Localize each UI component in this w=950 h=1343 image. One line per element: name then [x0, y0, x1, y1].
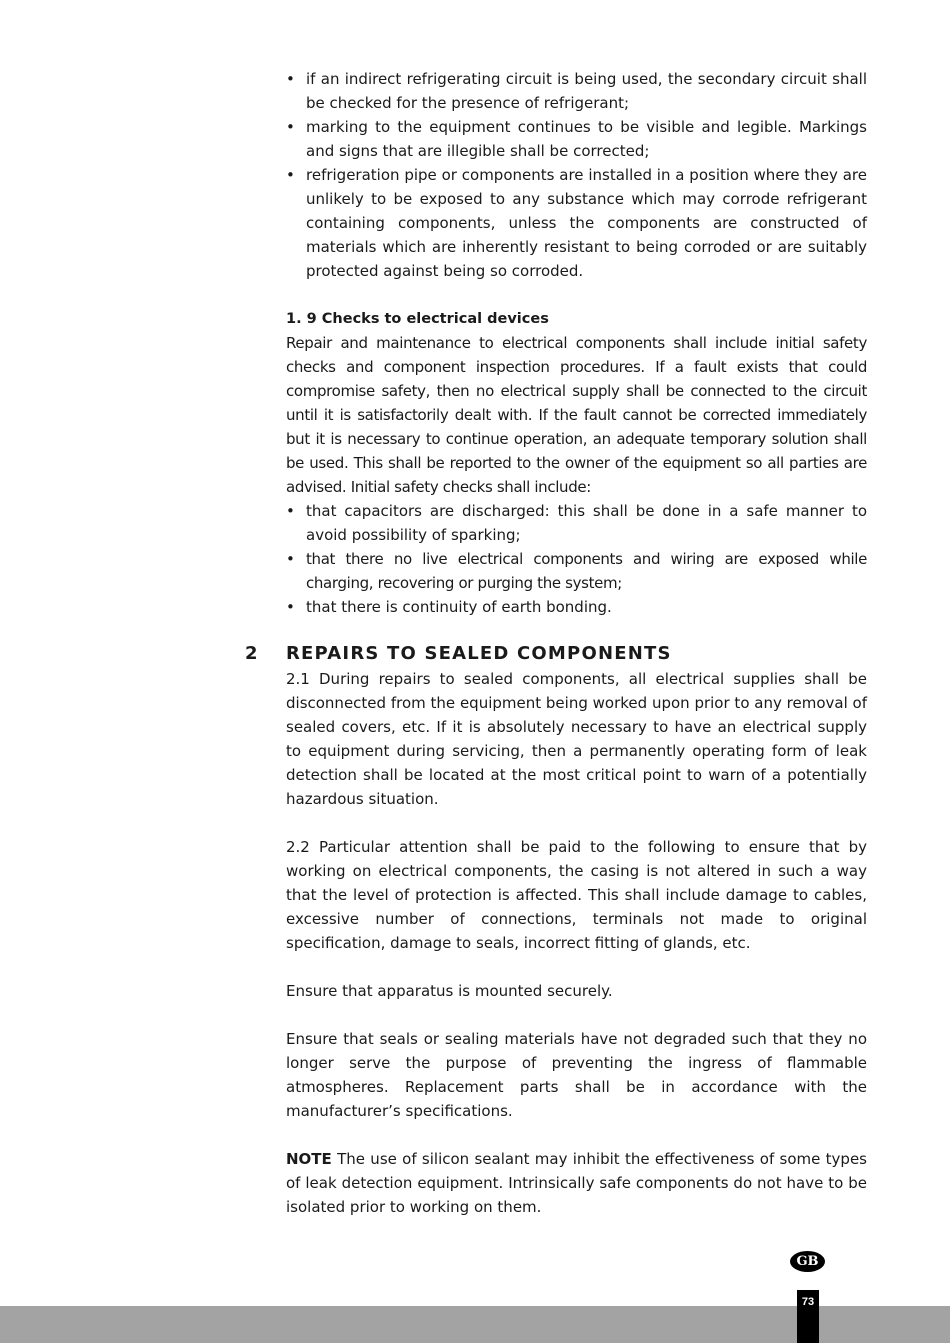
- section-heading: [245, 641, 867, 667]
- list-item: • if an indirect refrigerating circuit is being used, the secondary circuit shall be checked for the presence of refrigerant;: [286, 67, 867, 115]
- subsection-1-9-paragraph: Repair and maintenance to electrical components shall include initial safety checks and component inspection procedures. If a fault exists that could compromise safety, then no electrical supply shall be connected to the circuit until it is satisfactorily dealt with. If the fault cannot be corrected immediately but it is necessary to continue operation, an adequate temporary solution shall be used. This shall be reported to the owner of the equipment so all parties are advised. Initial safety checks shall include:: [286, 334, 867, 496]
- note-label: NOTE: [286, 1150, 332, 1168]
- page-content: [245, 67, 867, 1219]
- refrigeration-checks-list: [286, 67, 867, 283]
- list-item: • that there no live electrical components and wiring are exposed while charging, recovering or purging the system;: [286, 547, 867, 595]
- subsection-heading-1-9: 1. 9 Checks to electrical devices: [286, 311, 549, 327]
- section-2-1-paragraph: 2.1 During repairs to sealed components, all electrical supplies shall be disconnected from the equipment being worked upon prior to any removal of sealed covers, etc. If it is absolutely necessary to have an electrical supply to equipment during servicing, then a permanently operating form of leak detection shall be located at the most critical point to warn of a potentially hazardous situation.: [286, 670, 867, 808]
- note-text: The use of silicon sealant may inhibit the effectiveness of some types of leak detection equipment. Intrinsically safe components do not have to be isolated prior to working on them.: [286, 1150, 867, 1216]
- electrical-checks-list: [286, 499, 867, 619]
- section-title: REPAIRS TO SEALED COMPONENTS: [286, 643, 672, 664]
- page-number-tab: [797, 1290, 819, 1343]
- list-item: • refrigeration pipe or components are installed in a position where they are unlikely to be exposed to any substance which may corrode refrigerant containing components, unless the components are constructed of materials which are inherently resistant to being corroded or are suitably protected against being so corroded.: [286, 163, 867, 283]
- list-item: • that there is continuity of earth bonding.: [286, 595, 867, 619]
- seals-paragraph: Ensure that seals or sealing materials have not degraded such that they no longer serve the purpose of preventing the ingress of flammable atmospheres. Replacement parts shall be in accordance with the manufacturer’s specifications.: [286, 1030, 867, 1120]
- section-number: 2: [245, 643, 259, 664]
- note-paragraph: [286, 1147, 867, 1219]
- list-item: • marking to the equipment continues to be visible and legible. Markings and signs that are illegible shall be corrected;: [286, 115, 867, 163]
- list-item: • that capacitors are discharged: this shall be done in a safe manner to avoid possibility of sparking;: [286, 499, 867, 547]
- language-badge: GB: [790, 1251, 825, 1272]
- page-number: 73: [801, 1296, 815, 1308]
- section-2-2-paragraph: 2.2 Particular attention shall be paid to the following to ensure that by working on electrical components, the casing is not altered in such a way that the level of protection is affected. This shall include damage to cables, excessive number of connections, terminals not made to original specification, damage to seals, incorrect fitting of glands, etc.: [286, 838, 867, 952]
- mounting-paragraph: Ensure that apparatus is mounted securely.: [286, 982, 613, 1000]
